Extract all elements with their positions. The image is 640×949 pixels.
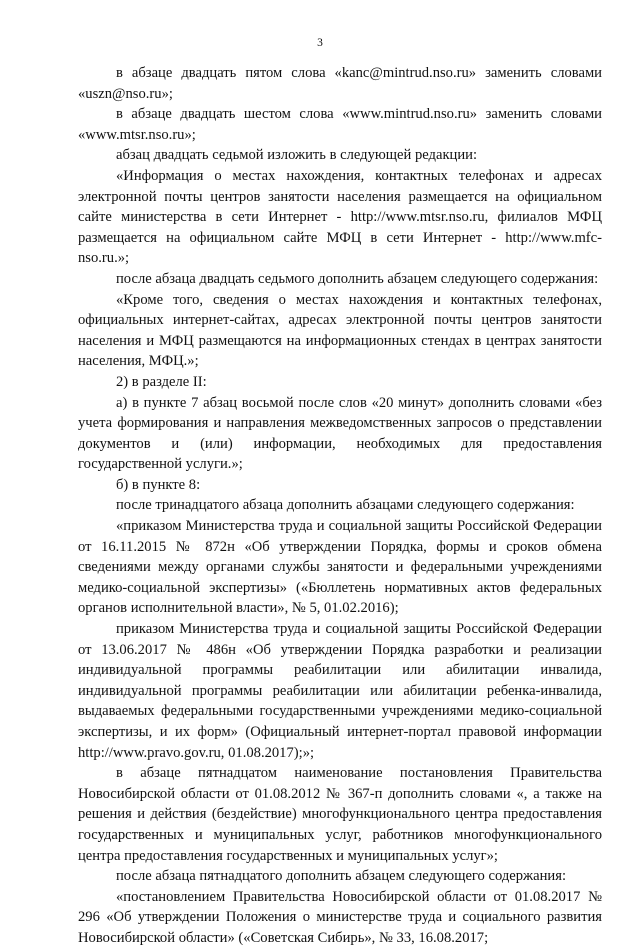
paragraph-8: а) в пункте 7 абзац восьмой после слов «20 минут» дополнить словами «без учета формирования и направления межведомственных запросов о представлении документов и (или) информации, необходимых для предоставления государственной услуги.»;: [78, 394, 602, 473]
paragraph-5: после абзаца двадцать седьмого дополнить абзацем следующего содержания:: [116, 270, 599, 287]
paragraph-10: после тринадцатого абзаца дополнить абзацами следующего содержания:: [116, 497, 575, 514]
document-body: [78, 63, 602, 949]
paragraph-6: «Кроме того, сведения о местах нахождения и контактных телефонах, официальных интернет-сайтах, адресах электронной почты центров занятости населения и МФЦ размещаются на информационных стендах в центрах занятости населения, МФЦ.»;: [78, 291, 602, 370]
paragraph-3: абзац двадцать седьмой изложить в следующей редакции:: [116, 147, 478, 164]
page-number: 3: [317, 37, 323, 49]
paragraph-9: б) в пункте 8:: [116, 476, 201, 493]
paragraph-12: приказом Министерства труда и социальной защиты Российской Федерации от 13.06.2017 № 486н «Об утверждении Порядка разработки и реализации индивидуальной программы реабилитации или абилитации инвалида, индивидуальной программы реабилитации или абилитации ребенка-инвалида, выдаваемых федеральными государственными учреждениями медико-социальной экспертизы, и их форм» (Официальный интернет-портал правовой информации http://www.pravo.gov.ru, 01.08.2017);»;: [78, 621, 602, 761]
paragraph-15: «постановлением Правительства Новосибирской области от 01.08.2017 № 296 «Об утверждении Положения о министерстве труда и социального развития Новосибирской области» («Советская Сибирь», № 33, 16.08.2017;: [78, 888, 602, 946]
paragraph-11: «приказом Министерства труда и социальной защиты Российской Федерации от 16.11.2015 № 872н «Об утверждении Порядка, формы и сроков обмена сведениями между органами службы занятости и федеральными учреждениями медико-социальной экспертизы» («Бюллетень нормативных актов федеральных органов исполнительной власти», № 5, 01.02.2016);: [78, 518, 602, 617]
paragraph-7: 2) в разделе II:: [116, 373, 207, 390]
paragraph-13: в абзаце пятнадцатом наименование постановления Правительства Новосибирской области от 01.08.2012 № 367-п дополнить словами «, а также на решения и действия (бездействие) многофункционального центра предоставления государственных и муниципальных услуг, работников многофункционального центра предоставления государственных и муниципальных услуг»;: [78, 765, 602, 864]
paragraph-14: после абзаца пятнадцатого дополнить абзацем следующего содержания:: [116, 868, 566, 885]
paragraph-2: в абзаце двадцать шестом слова «www.mintrud.nso.ru» заменить словами «www.mtsr.nso.ru»;: [78, 106, 602, 143]
paragraph-4: «Информация о местах нахождения, контактных телефонах и адресах электронной почты центров занятости населения размещается на официальном сайте министерства в сети Интернет - http://www.mtsr.nso.ru, филиалов МФЦ размещается на официальном сайте МФЦ в сети Интернет - http://www.mfc-nso.ru.»;: [78, 167, 602, 267]
paragraph-1: в абзаце двадцать пятом слова «kanc@mintrud.nso.ru» заменить словами «uszn@nso.ru»;: [78, 65, 602, 102]
